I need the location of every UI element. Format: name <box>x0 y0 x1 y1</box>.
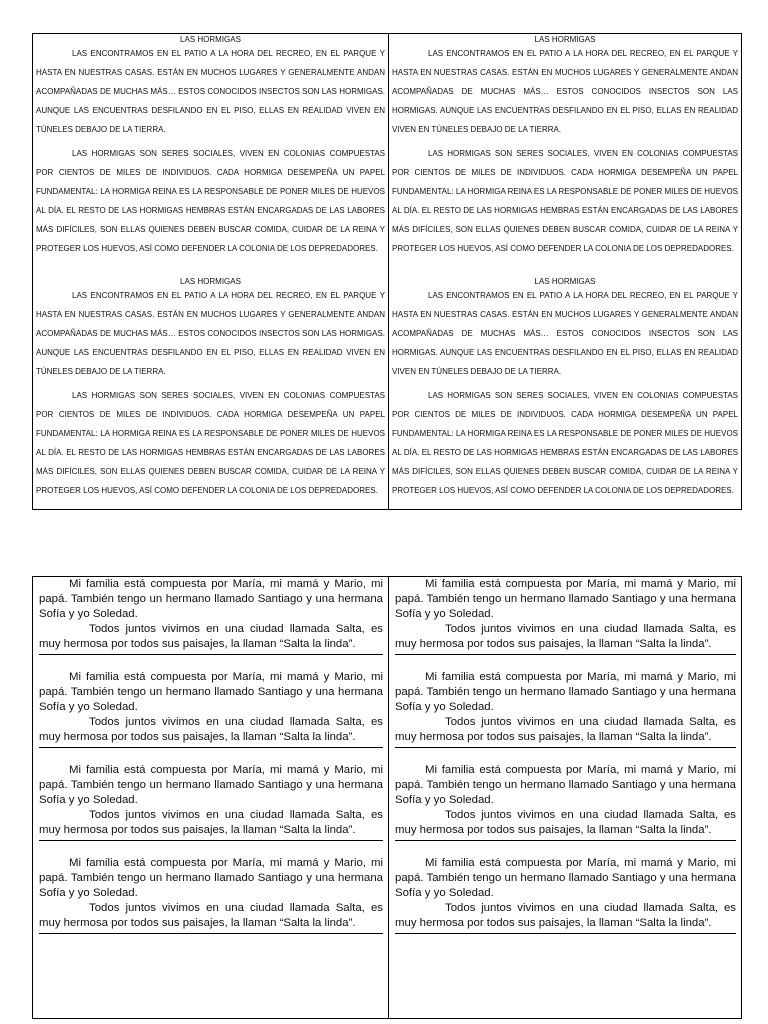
hormigas-paragraph-2: LAS HORMIGAS SON SERES SOCIALES, VIVEN EN COLONIAS COMPUESTAS POR CIENTOS DE MILES DE INDIVIDUOS. CADA HORMIGA DESEMPEÑA UN PAPEL FUNDAMENTAL: LA HORMIGA REINA ES LA RESPONSABLE DE PONER MILES DE HUEVOS AL DÍA. EL RESTO DE LAS HORMIGAS HEMBRAS ESTÁN ENCARGADAS DE LAS LABORES MÁS DIFÍCILES, SON ELLAS QUIENES DEBEN BUSCAR COMIDA, CUIDAR DE LA REINA Y PROTEGER LOS HUEVOS, ASÍ COMO DEFENDER LA COLONIA DE LOS DEPREDADORES. <box>392 149 738 253</box>
hormigas-paragraph-1: LAS ENCONTRAMOS EN EL PATIO A LA HORA DEL RECREO, EN EL PARQUE Y HASTA EN NUESTRAS CASAS. ESTÁN EN MUCHOS LUGARES Y GENERALMENTE ANDAN ACOMPAÑADAS DE MUCHAS MÁS… ESTOS CONOCIDOS INSECTOS SON LAS HORMIGAS. AUNQUE LAS ENCUENTRAS DESFILANDO EN EL PISO, ELLAS EN REALIDAD VIVEN EN TÚNELES DEBAJO DE LA TIERRA. <box>36 49 385 134</box>
familia-paragraph-2: Todos juntos vivimos en una ciudad llamada Salta, es muy hermosa por todos sus paisajes, la llaman “Salta la linda”. <box>39 623 383 650</box>
familia-paragraph-1: Mi familia está compuesta por María, mi mamá y Mario, mi papá. También tengo un hermano llamado Santiago y una hermana Sofía y yo Soledad. <box>39 857 383 899</box>
hormigas-table <box>32 33 742 510</box>
hormigas-title: LAS HORMIGAS <box>534 35 596 44</box>
hormigas-title: LAS HORMIGAS <box>180 35 241 44</box>
familia-paragraph-2: Todos juntos vivimos en una ciudad llamada Salta, es muy hermosa por todos sus paisajes, la llaman “Salta la linda”. <box>39 716 383 743</box>
hormigas-cell-bottom-right <box>389 276 741 509</box>
hormigas-paragraph-1: LAS ENCONTRAMOS EN EL PATIO A LA HORA DEL RECREO, EN EL PARQUE Y HASTA EN NUESTRAS CASAS. ESTÁN EN MUCHOS LUGARES Y GENERALMENTE ANDAN ACOMPAÑADAS DE MUCHAS MÁS… ESTOS CONOCIDOS INSECTOS SON LAS HORMIGAS. AUNQUE LAS ENCUENTRAS DESFILANDO EN EL PISO, ELLAS EN REALIDAD VIVEN EN TÚNELES DEBAJO DE LA TIERRA. <box>392 49 738 134</box>
familia-paragraph-1: Mi familia está compuesta por María, mi mamá y Mario, mi papá. También tengo un hermano llamado Santiago y una hermana Sofía y yo Soledad. <box>39 764 383 806</box>
hormigas-paragraph-2: LAS HORMIGAS SON SERES SOCIALES, VIVEN EN COLONIAS COMPUESTAS POR CIENTOS DE MILES DE INDIVIDUOS. CADA HORMIGA DESEMPEÑA UN PAPEL FUNDAMENTAL: LA HORMIGA REINA ES LA RESPONSABLE DE PONER MILES DE HUEVOS AL DÍA. EL RESTO DE LAS HORMIGAS HEMBRAS ESTÁN ENCARGADAS DE LAS LABORES MÁS DIFÍCILES, SON ELLAS QUIENES DEBEN BUSCAR COMIDA, CUIDAR DE LA REINA Y PROTEGER LOS HUEVOS, ASÍ COMO DEFENDER LA COLONIA DE LOS DEPREDADORES. <box>392 391 738 495</box>
hormigas-paragraph-1: LAS ENCONTRAMOS EN EL PATIO A LA HORA DEL RECREO, EN EL PARQUE Y HASTA EN NUESTRAS CASAS. ESTÁN EN MUCHOS LUGARES Y GENERALMENTE ANDAN ACOMPAÑADAS DE MUCHAS MÁS… ESTOS CONOCIDOS INSECTOS SON LAS HORMIGAS. AUNQUE LAS ENCUENTRAS DESFILANDO EN EL PISO, ELLAS EN REALIDAD VIVEN EN TÚNELES DEBAJO DE LA TIERRA. <box>392 291 738 376</box>
familia-column-left <box>33 577 389 1018</box>
familia-paragraph-1: Mi familia está compuesta por María, mi mamá y Mario, mi papá. También tengo un hermano llamado Santiago y una hermana Sofía y yo Soledad. <box>395 857 736 899</box>
hormigas-cell-top-right <box>389 34 741 276</box>
familia-paragraph-1: Mi familia está compuesta por María, mi mamá y Mario, mi papá. También tengo un hermano llamado Santiago y una hermana Sofía y yo Soledad. <box>39 671 383 713</box>
hormigas-paragraph-2: LAS HORMIGAS SON SERES SOCIALES, VIVEN EN COLONIAS COMPUESTAS POR CIENTOS DE MILES DE INDIVIDUOS. CADA HORMIGA DESEMPEÑA UN PAPEL FUNDAMENTAL: LA HORMIGA REINA ES LA RESPONSABLE DE PONER MILES DE HUEVOS AL DÍA. EL RESTO DE LAS HORMIGAS HEMBRAS ESTÁN ENCARGADAS DE LAS LABORES MÁS DIFÍCILES, SON ELLAS QUIENES DEBEN BUSCAR COMIDA, CUIDAR DE LA REINA Y PROTEGER LOS HUEVOS, ASÍ COMO DEFENDER LA COLONIA DE LOS DEPREDADORES. <box>36 391 385 495</box>
familia-table <box>32 576 742 1019</box>
familia-block <box>395 763 736 841</box>
hormigas-title: LAS HORMIGAS <box>180 277 241 286</box>
hormigas-paragraph-2: LAS HORMIGAS SON SERES SOCIALES, VIVEN EN COLONIAS COMPUESTAS POR CIENTOS DE MILES DE INDIVIDUOS. CADA HORMIGA DESEMPEÑA UN PAPEL FUNDAMENTAL: LA HORMIGA REINA ES LA RESPONSABLE DE PONER MILES DE HUEVOS AL DÍA. EL RESTO DE LAS HORMIGAS HEMBRAS ESTÁN ENCARGADAS DE LAS LABORES MÁS DIFÍCILES, SON ELLAS QUIENES DEBEN BUSCAR COMIDA, CUIDAR DE LA REINA Y PROTEGER LOS HUEVOS, ASÍ COMO DEFENDER LA COLONIA DE LOS DEPREDADORES. <box>36 149 385 253</box>
familia-paragraph-2: Todos juntos vivimos en una ciudad llamada Salta, es muy hermosa por todos sus paisajes, la llaman “Salta la linda”. <box>39 809 383 836</box>
familia-paragraph-2: Todos juntos vivimos en una ciudad llamada Salta, es muy hermosa por todos sus paisajes, la llaman “Salta la linda”. <box>39 902 383 929</box>
familia-block <box>39 670 383 748</box>
familia-paragraph-1: Mi familia está compuesta por María, mi mamá y Mario, mi papá. También tengo un hermano llamado Santiago y una hermana Sofía y yo Soledad. <box>395 764 736 806</box>
familia-block <box>395 856 736 934</box>
familia-paragraph-2: Todos juntos vivimos en una ciudad llamada Salta, es muy hermosa por todos sus paisajes, la llaman “Salta la linda”. <box>395 623 736 650</box>
hormigas-cell-bottom-left <box>33 276 389 509</box>
familia-block <box>395 577 736 655</box>
familia-paragraph-1: Mi familia está compuesta por María, mi mamá y Mario, mi papá. También tengo un hermano llamado Santiago y una hermana Sofía y yo Soledad. <box>39 578 383 620</box>
familia-paragraph-2: Todos juntos vivimos en una ciudad llamada Salta, es muy hermosa por todos sus paisajes, la llaman “Salta la linda”. <box>395 902 736 929</box>
familia-paragraph-1: Mi familia está compuesta por María, mi mamá y Mario, mi papá. También tengo un hermano llamado Santiago y una hermana Sofía y yo Soledad. <box>395 671 736 713</box>
familia-paragraph-1: Mi familia está compuesta por María, mi mamá y Mario, mi papá. También tengo un hermano llamado Santiago y una hermana Sofía y yo Soledad. <box>395 578 736 620</box>
hormigas-cell-top-left <box>33 34 389 276</box>
familia-block <box>39 856 383 934</box>
familia-block <box>39 763 383 841</box>
hormigas-paragraph-1: LAS ENCONTRAMOS EN EL PATIO A LA HORA DEL RECREO, EN EL PARQUE Y HASTA EN NUESTRAS CASAS. ESTÁN EN MUCHOS LUGARES Y GENERALMENTE ANDAN ACOMPAÑADAS DE MUCHAS MÁS… ESTOS CONOCIDOS INSECTOS SON LAS HORMIGAS. AUNQUE LAS ENCUENTRAS DESFILANDO EN EL PISO, ELLAS EN REALIDAD VIVEN EN TÚNELES DEBAJO DE LA TIERRA. <box>36 291 385 376</box>
familia-column-right <box>389 577 741 1018</box>
hormigas-title: LAS HORMIGAS <box>534 277 596 286</box>
familia-block <box>395 670 736 748</box>
familia-paragraph-2: Todos juntos vivimos en una ciudad llamada Salta, es muy hermosa por todos sus paisajes, la llaman “Salta la linda”. <box>395 809 736 836</box>
familia-paragraph-2: Todos juntos vivimos en una ciudad llamada Salta, es muy hermosa por todos sus paisajes, la llaman “Salta la linda”. <box>395 716 736 743</box>
familia-block <box>39 577 383 655</box>
